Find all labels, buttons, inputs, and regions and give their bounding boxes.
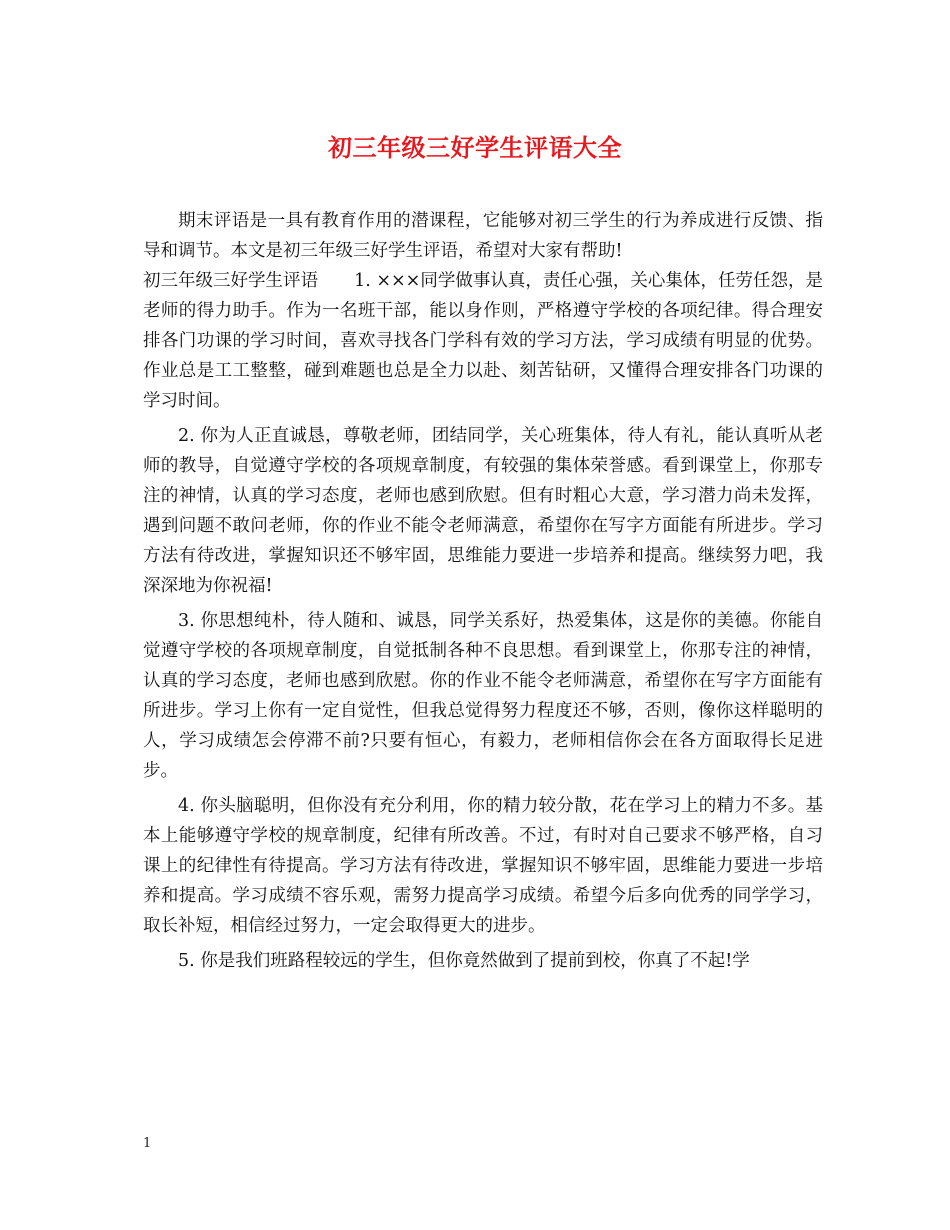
- page-number: 1: [143, 1136, 152, 1151]
- comment-text-1: 1. ×××同学做事认真，责任心强，关心集体，任劳任怨，是老师的得力助手。作为一名班干部，能以身作则，严格遵守学校的各项纪律。得合理安排各门功课的学习时间，喜欢寻找各门学科有效的学习方法，学习成绩有明显的优势。作业总是工工整整，碰到难题也总是全力以赴、刻苦钻研，又懂得合理安排各门功课的学习时间。: [143, 271, 824, 411]
- section-label: 初三年级三好学生评语: [143, 271, 319, 291]
- comment-paragraph-3: 3. 你思想纯朴，待人随和、诚恳，同学关系好，热爱集体，这是你的美德。你能自觉遵守学校的各项规章制度，自觉抵制各种不良思想。看到课堂上，你那专注的神情，认真的学习态度，老师也感到欣慰。你的作业不能令老师满意，希望你在写字方面能有所进步。学习上你有一定自觉性，但我总觉得努力程度还不够，否则，像你这样聪明的人，学习成绩怎会停滞不前?只要有恒心，有毅力，老师相信你会在各方面取得长足进步。: [143, 611, 823, 781]
- comment-paragraph-4: 4. 你头脑聪明，但你没有充分利用，你的精力较分散，花在学习上的精力不多。基本上能够遵守学校的规章制度，纪律有所改善。不过，有时对自己要求不够严格，自习课上的纪律性有待提高。学习方法有待改进，掌握知识不够牢固，思维能力要进一步培养和提高。学习成绩不容乐观，需努力提高学习成绩。希望今后多向优秀的同学学习，取长补短，相信经过努力，一定会取得更大的进步。: [143, 796, 823, 936]
- document-body: [143, 206, 823, 981]
- document-title: 初三年级三好学生评语大全: [328, 134, 622, 162]
- comment-paragraph-2: 2. 你为人正直诚恳，尊敬老师，团结同学，关心班集体，待人有礼，能认真听从老师的教导，自觉遵守学校的各项规章制度，有较强的集体荣誉感。看到课堂上，你那专注的神情，认真的学习态度，老师也感到欣慰。但有时粗心大意，学习潜力尚未发挥，遇到问题不敢问老师，你的作业不能令老师满意，希望你在写字方面能有所进步。学习方法有待改进，掌握知识还不够牢固，思维能力要进一步培养和提高。继续努力吧，我深深地为你祝福!: [143, 426, 823, 596]
- intro-paragraph: 期末评语是一具有教育作用的潜课程，它能够对初三学生的行为养成进行反馈、指导和调节。本文是初三年级三好学生评语，希望对大家有帮助!: [143, 211, 823, 261]
- comment-paragraph-1: [143, 266, 823, 416]
- comment-paragraph-5: 5. 你是我们班路程较远的学生，但你竟然做到了提前到校，你真了不起!学: [178, 951, 750, 971]
